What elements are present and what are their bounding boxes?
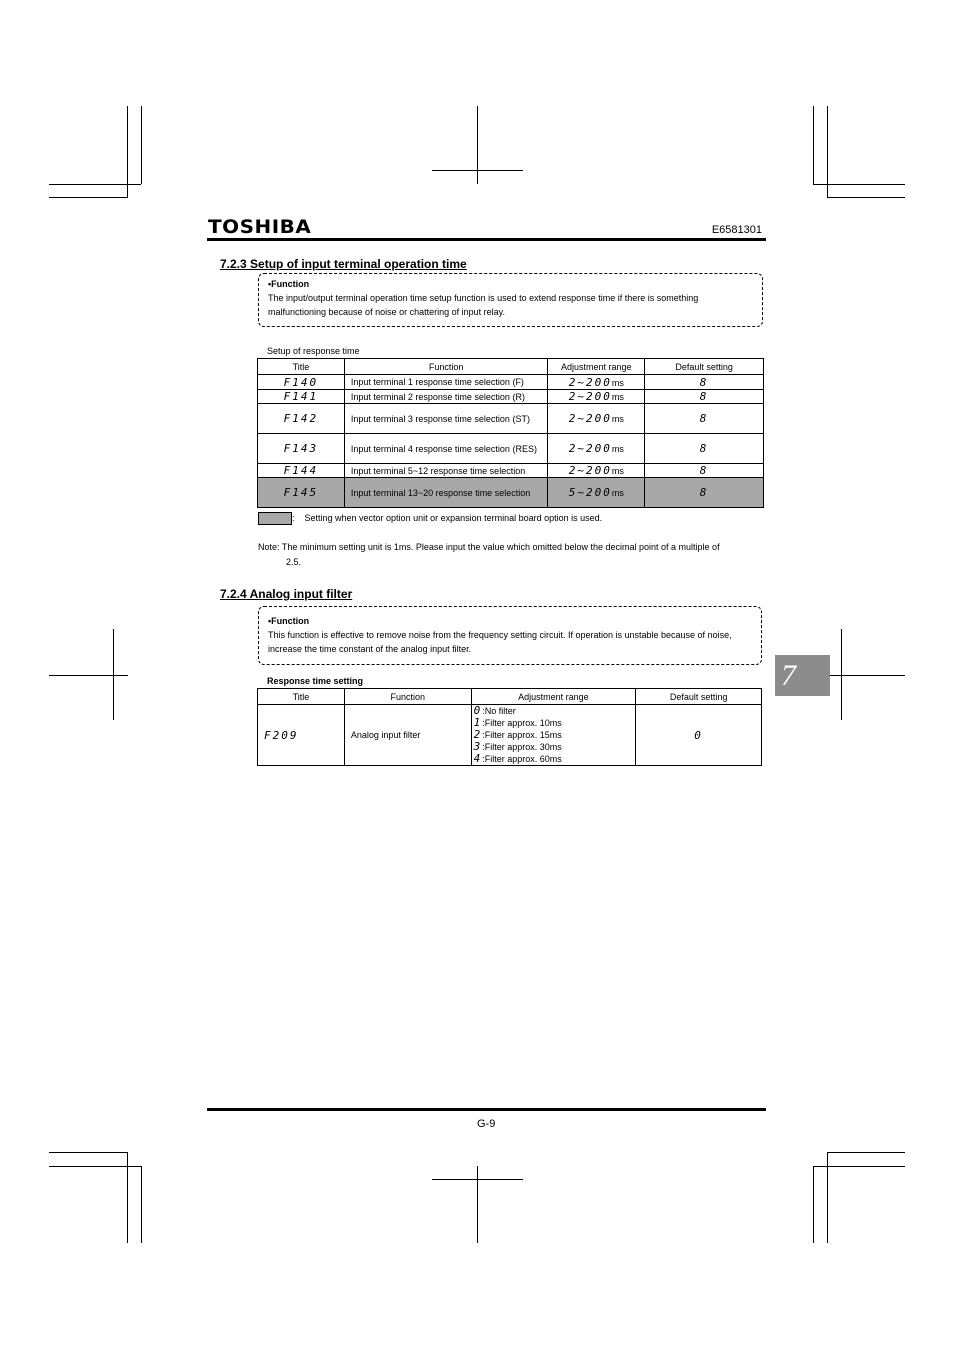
param-title: F142 xyxy=(258,404,345,434)
section-heading-724: 7.2.4 Analog input filter xyxy=(220,587,353,601)
col-default: Default setting xyxy=(636,689,762,705)
param-title: F143 xyxy=(258,434,345,464)
table-row-shaded xyxy=(258,478,764,508)
shade-legend-text: : Setting when vector option unit or expansion terminal board option is used. xyxy=(292,513,603,523)
col-range: Adjustment range xyxy=(548,359,645,375)
note-text: Note: The minimum setting unit is 1ms. Please input the value which omitted below the decimal point of a multiple of xyxy=(258,542,720,552)
param-range-options xyxy=(471,705,636,766)
table-row xyxy=(258,705,762,766)
col-range: Adjustment range xyxy=(471,689,636,705)
function-box-724 xyxy=(258,606,762,665)
param-default: 8 xyxy=(645,375,764,390)
param-function: Input terminal 2 response time selection (R) xyxy=(344,390,547,404)
option-2: 2:Filter approx. 15ms xyxy=(473,728,562,741)
param-default: 8 xyxy=(645,464,764,478)
function-box-723 xyxy=(258,273,763,327)
param-default: 8 xyxy=(645,434,764,464)
col-title: Title xyxy=(258,689,345,705)
response-time-table xyxy=(257,358,764,508)
table-header-row xyxy=(258,689,762,705)
param-range: 5~200ms xyxy=(548,478,645,508)
table-row xyxy=(258,464,764,478)
footer-rule xyxy=(207,1108,766,1111)
param-function: Input terminal 5~12 response time selection xyxy=(344,464,547,478)
param-default: 8 xyxy=(645,390,764,404)
param-title: F140 xyxy=(258,375,345,390)
section-heading-723: 7.2.3 Setup of input terminal operation time xyxy=(220,257,467,271)
shade-legend-swatch xyxy=(258,512,292,525)
table-row xyxy=(258,375,764,390)
table-row xyxy=(258,434,764,464)
function-label: •Function xyxy=(268,279,310,289)
col-function: Function xyxy=(344,689,471,705)
param-range: 2~200ms xyxy=(548,434,645,464)
param-range: 2~200ms xyxy=(548,464,645,478)
function-text: This function is effective to remove noise from the frequency setting circuit. If operation is unstable because of noise, increase the time constant of the analog input filter. xyxy=(268,630,732,654)
function-text: The input/output terminal operation time setup function is used to extend response time if there is something malfunctioning because of noise or chattering of input relay. xyxy=(268,293,699,317)
table-row xyxy=(258,404,764,434)
analog-filter-table xyxy=(257,688,762,766)
param-range: 2~200ms xyxy=(548,404,645,434)
note-text-cont: 2.5. xyxy=(286,557,302,567)
param-default: 8 xyxy=(645,404,764,434)
table-caption-analog-filter: Response time setting xyxy=(267,676,364,686)
table-row xyxy=(258,390,764,404)
table-caption-response-time: Setup of response time xyxy=(267,346,360,356)
param-function: Input terminal 4 response time selection (RES) xyxy=(344,434,547,464)
param-title: F145 xyxy=(258,478,345,508)
col-function: Function xyxy=(344,359,547,375)
option-4: 4:Filter approx. 60ms xyxy=(473,752,562,765)
col-title: Title xyxy=(258,359,345,375)
option-3: 3:Filter approx. 30ms xyxy=(473,740,562,753)
option-0: 0:No filter xyxy=(473,704,516,717)
param-range: 2~200ms xyxy=(548,390,645,404)
page-number: G-9 xyxy=(477,1118,496,1130)
function-label: •Function xyxy=(268,616,310,626)
param-title: F144 xyxy=(258,464,345,478)
header-rule xyxy=(207,238,766,241)
table-header-row xyxy=(258,359,764,375)
param-title: F209 xyxy=(258,705,345,766)
param-function: Input terminal 1 response time selection (F) xyxy=(344,375,547,390)
param-function: Analog input filter xyxy=(344,705,471,766)
param-function: Input terminal 13~20 response time selection xyxy=(344,478,547,508)
option-1: 1:Filter approx. 10ms xyxy=(473,716,562,729)
toshiba-logo: TOSHIBA xyxy=(208,216,312,238)
col-default: Default setting xyxy=(645,359,764,375)
chapter-tab: 7 xyxy=(775,655,830,696)
document-number: E6581301 xyxy=(711,224,762,236)
param-title: F141 xyxy=(258,390,345,404)
param-range: 2~200ms xyxy=(548,375,645,390)
param-default: 0 xyxy=(636,705,762,766)
param-default: 8 xyxy=(645,478,764,508)
param-function: Input terminal 3 response time selection (ST) xyxy=(344,404,547,434)
